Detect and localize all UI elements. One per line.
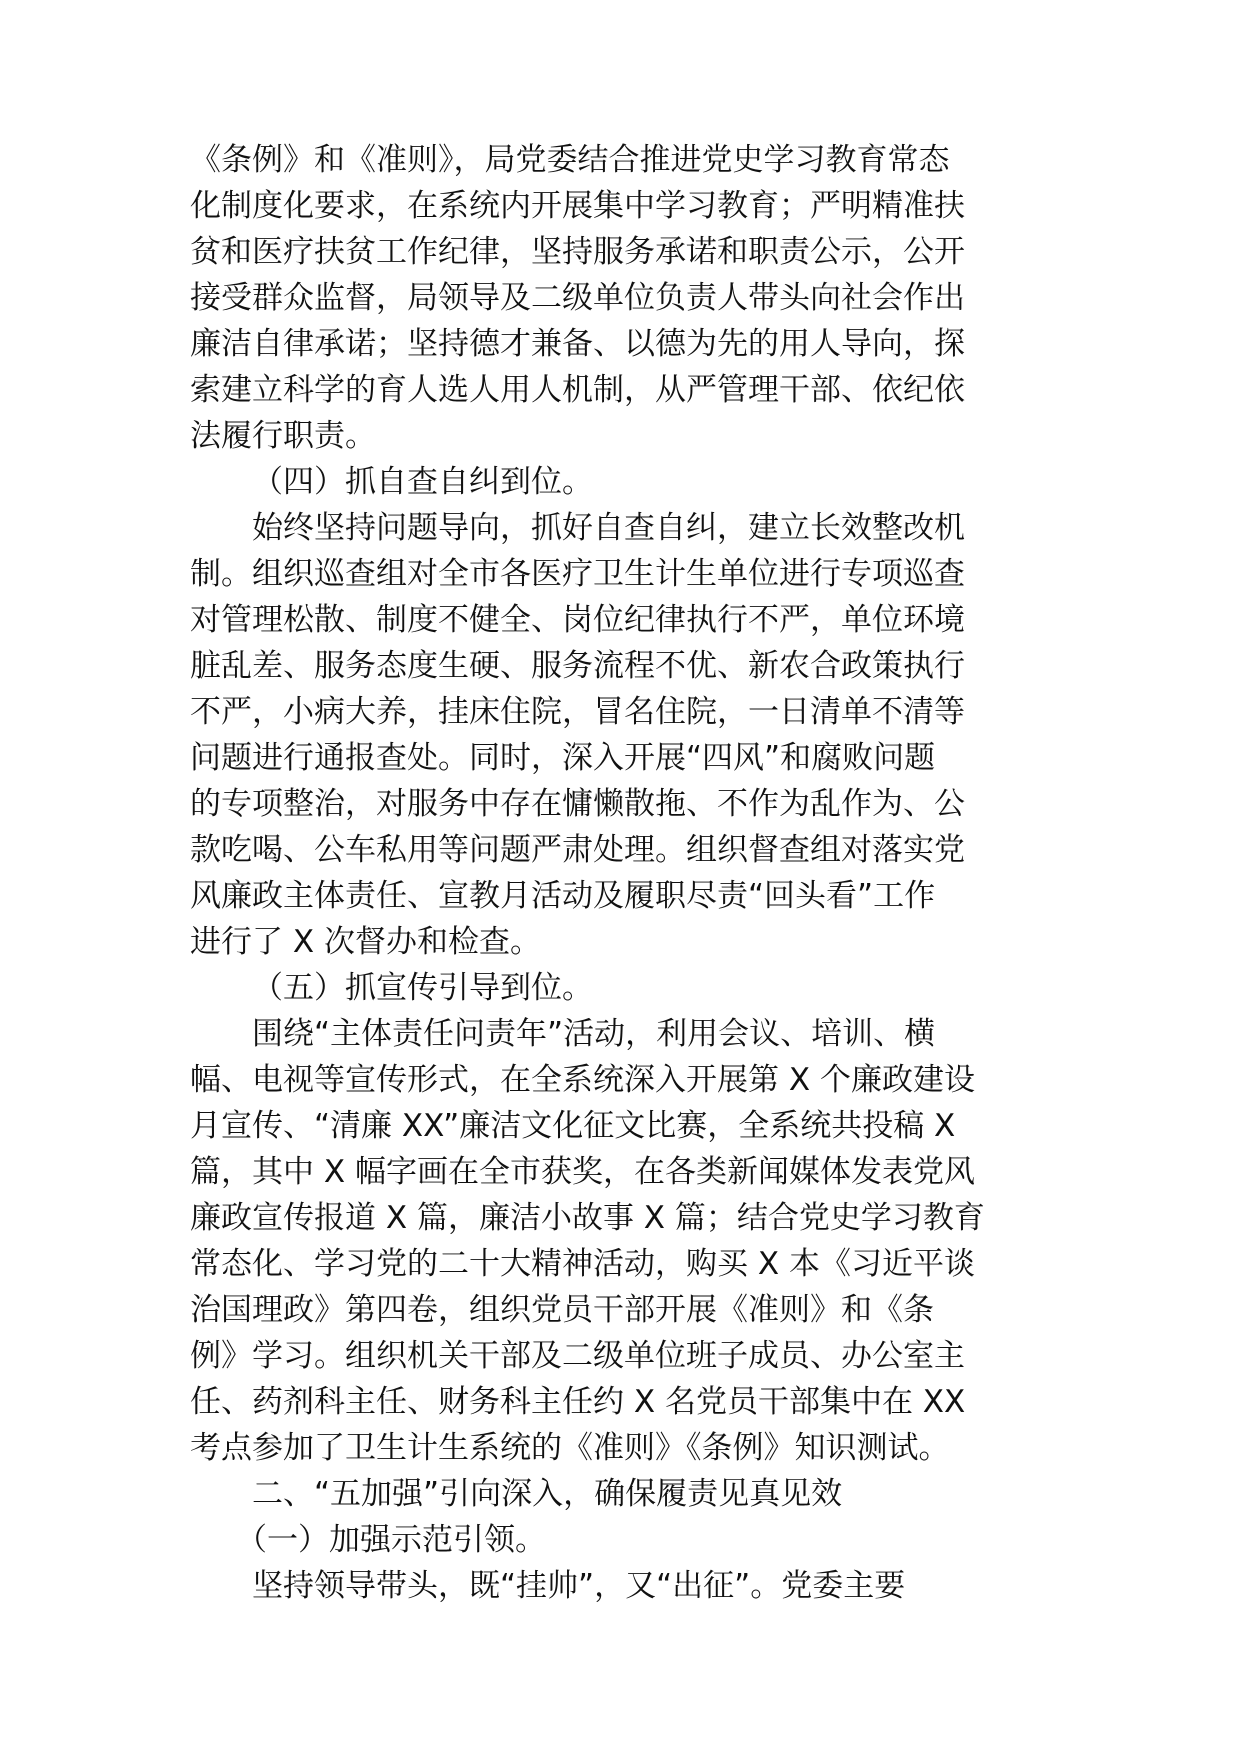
text-line: 进行了 X 次督办和检查。 [190, 924, 541, 960]
text-line: 对管理松散、制度不健全、岗位纪律执行不严，单位环境 [190, 602, 965, 638]
text-line: 问题进行通报查处。同时，深入开展“四风”和腐败问题 [190, 740, 936, 776]
text-line: 始终坚持问题导向，抓好自查自纠，建立长效整改机 [252, 510, 965, 546]
text-line: 《条例》和《准则》，局党委结合推进党史学习教育常态 [190, 142, 950, 178]
text-line: 篇，其中 X 幅字画在全市获奖，在各类新闻媒体发表党风 [190, 1154, 975, 1190]
text-line: 化制度化要求，在系统内开展集中学习教育；严明精准扶 [190, 188, 965, 224]
text-line: 风廉政主体责任、宣教月活动及履职尽责“回头看”工作 [190, 878, 936, 914]
text-line: 常态化、学习党的二十大精神活动，购买 X 本《习近平谈 [190, 1246, 975, 1282]
text-line: 制。组织巡查组对全市各医疗卫生计生单位进行专项巡查 [190, 556, 965, 592]
section-heading: （一）加强示范引领。 [236, 1522, 546, 1558]
text-line: 索建立科学的育人选人用人机制，从严管理干部、依纪依 [190, 372, 965, 408]
text-line: 廉洁自律承诺；坚持德才兼备、以德为先的用人导向，探 [190, 326, 965, 362]
text-line: 不严，小病大养，挂床住院，冒名住院，一日清单不清等 [190, 694, 965, 730]
text-line: 的专项整治，对服务中存在慵懒散拖、不作为乱作为、公 [190, 786, 965, 822]
text-line: 贫和医疗扶贫工作纪律，坚持服务承诺和职责公示，公开 [190, 234, 965, 270]
chapter-heading: 二、“五加强”引向深入，确保履责见真见效 [252, 1476, 843, 1512]
text-line: 接受群众监督，局领导及二级单位负责人带头向社会作出 [190, 280, 965, 316]
text-line: 治国理政》第四卷，组织党员干部开展《准则》和《条 [190, 1292, 934, 1328]
text-line: 围绕“主体责任问责年”活动，利用会议、培训、横 [252, 1016, 936, 1052]
section-heading: （五）抓宣传引导到位。 [252, 970, 593, 1006]
text-line: 考点参加了卫生计生系统的《准则》《条例》知识测试。 [190, 1430, 950, 1466]
text-line: 脏乱差、服务态度生硬、服务流程不优、新农合政策执行 [190, 648, 965, 684]
text-line: 法履行职责。 [190, 418, 376, 454]
text-line: 廉政宣传报道 X 篇，廉洁小故事 X 篇；结合党史学习教育 [190, 1200, 985, 1236]
text-line: 幅、电视等宣传形式，在全系统深入开展第 X 个廉政建设 [190, 1062, 975, 1098]
text-line: 月宣传、“清廉 XX”廉洁文化征文比赛，全系统共投稿 X [190, 1108, 956, 1144]
text-line: 坚持领导带头，既“挂帅”，又“出征”。党委主要 [252, 1568, 906, 1604]
text-line: 任、药剂科主任、财务科主任约 X 名党员干部集中在 XX [190, 1384, 966, 1420]
text-line: 款吃喝、公车私用等问题严肃处理。组织督查组对落实党 [190, 832, 965, 868]
section-heading: （四）抓自查自纠到位。 [252, 464, 593, 500]
text-line: 例》学习。组织机关干部及二级单位班子成员、办公室主 [190, 1338, 965, 1374]
